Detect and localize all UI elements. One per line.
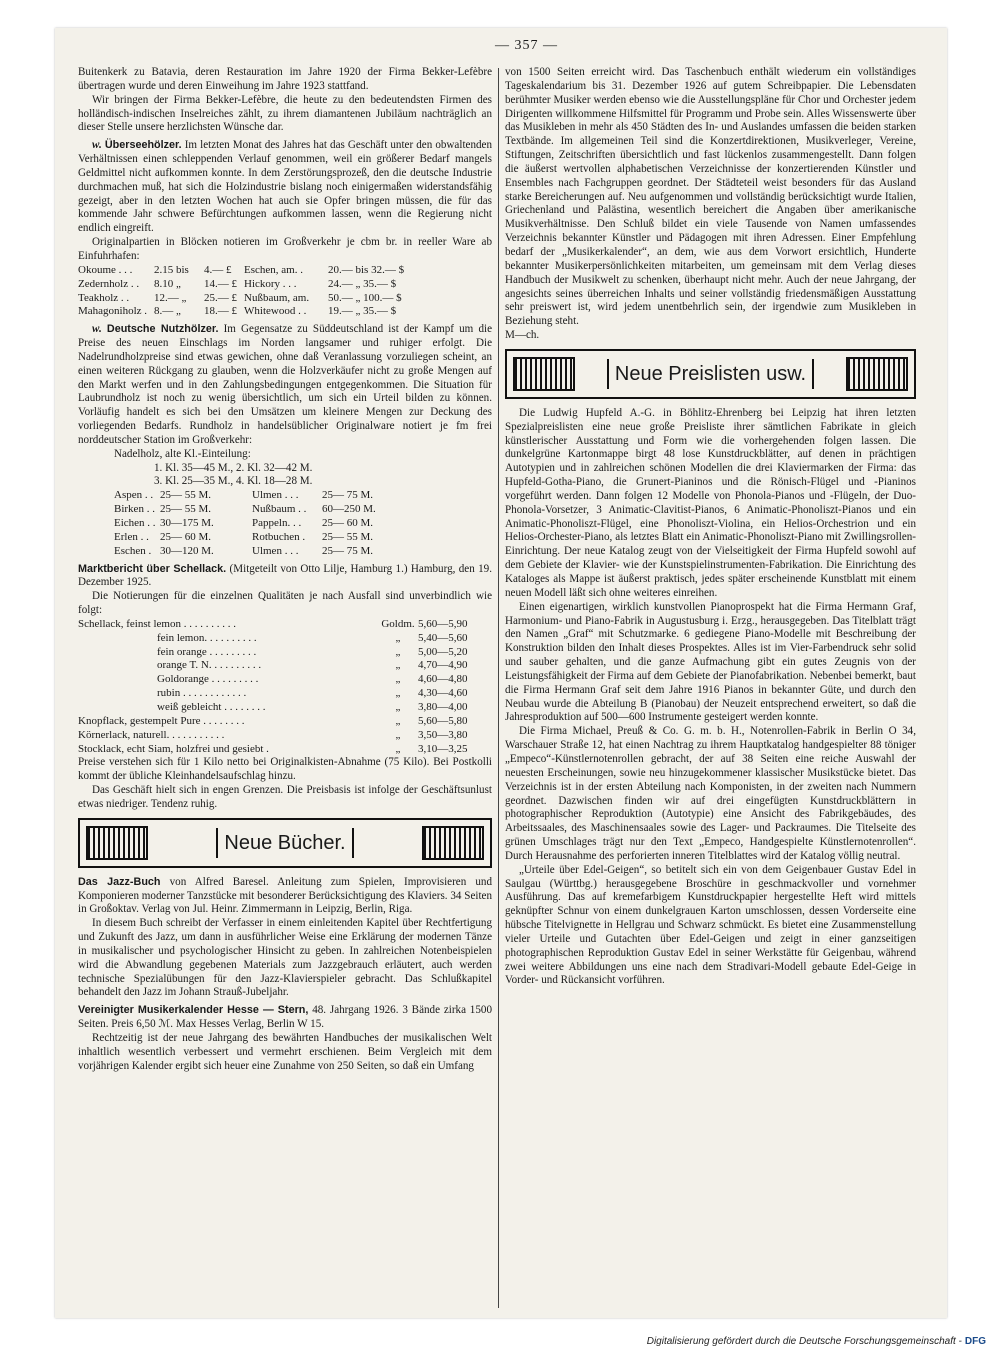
table-row: Knopflack, gestempelt Pure . . . . . . . . „ 5,60—5,80 xyxy=(78,714,468,727)
left-column xyxy=(78,66,492,1074)
author-mark: w. xyxy=(92,323,102,336)
scanned-page xyxy=(55,28,947,1318)
timber-price-table xyxy=(78,264,492,319)
ornament-icon xyxy=(846,357,908,391)
paragraph: Die Notierungen für die einzelnen Qualitäten je nach Ausfall sind unverbindlich wie folgt: xyxy=(78,590,492,617)
paragraph: Die Ludwig Hupfeld A.-G. in Böhlitz-Ehrenberg bei Leipzig hat ihren letzten Spezialpreislisten eine neue große Preisliste ihrer sämtlichen Fabrikate in gleich künstlerischer Ausstattung und Form wie die vorhergehenden folgen lassen. Die dunkelgrüne Kartonmappe birgt 48 lose Kunstdruckblätter, auf denen in prächtigen Autotypien und in zahlreichen schönen Modellen die drei Klaviermarken der Firma: das Hupfeld-Gotha-Piano, die Grunert-Pianinos und die Rönisch-Flügel und -Pianinos vorgeführt werden. Dann folgen 12 Modelle von Phonola-Pianos und -Flügeln, der Duo-Phonola-Vorsetzer, 3 Animatic-Clavitist-Pianos, 6 Animatic-Phonoliszt-Pianos und ein Animatic-Phonoliszt-Flügel, eine Phonoliszt-Violina, ein Helios-Orchestrion und ein Helios-Orchester-Piano, als letztes Blatt ein Animatic-Phonoliszt-Piano mit Zwillingsrollen-Einrichtung. Der neue Katalog zeugt von der Vielseitigkeit der Firma Hupfeld sowohl auf dem Gebiete der Klavier- wie der Kunstspielinstrumenten-Fabrikation. Die Einrichtung des Kataloges als Mappe ist äußerst praktisch, jedes später erscheinende Kunstblatt mit einem neuen Modell läßt sich ohne weiteres einreihen. xyxy=(505,406,916,599)
nadelholz-row: 3. Kl. 25—35 M., 4. Kl. 18—28 M. xyxy=(154,475,313,488)
paragraph: Buitenkerk zu Batavia, deren Restauration im Jahre 1920 der Firma Bekker-Lefèbre übertragen wurde und deren Einweihung im Jahre 1923 stattfand. xyxy=(78,66,492,92)
section-ueberseehoelzer xyxy=(78,139,492,236)
paragraph: Preise verstehen sich für 1 Kilo netto bei Originalkisten-Abnahme (75 Kilo). Bei Postkolli kommt der übliche Kleinhandelsaufschlag hinzu. xyxy=(78,756,492,783)
ornament-icon xyxy=(422,826,484,860)
footer-text: Digitalisierung gefördert durch die Deutsche Forschungsgemeinschaft - xyxy=(646,1336,962,1347)
paragraph: Das Geschäft hielt sich in engen Grenzen. Die Preisbasis ist infolge der Geschäftsunlust etwas niedriger. Tendenz ruhig. xyxy=(78,784,492,810)
nadelholz-heading: Nadelholz, alte Kl.-Einteilung: xyxy=(114,447,251,460)
signature: M—ch. xyxy=(505,329,540,342)
table-row: orange T. N. . . . . . . . . . „ 4,70—4,90 xyxy=(157,659,468,672)
paragraph: Die Firma Michael, Preuß & Co. G. m. b. H., Notenrollen-Fabrik in Berlin O 34, Warschauer Straße 12, hat einen Nachtrag zu ihrem Hauptkatalog handgespielter 88 töniger „Empeco“-Künstlernotenrollen gebracht, der auf 38 Seiten eine reiche Auswahl der neuesten Erscheinungen, sowie neu hinzugekommener klassischer Musikstücke bietet. Das Verzeichnis ist in der ersten Abteilung nach Komponisten, in der zweiten nach Nummern geordnet. Dazwischen finden wir auf drei eingefügten Kunstdruckblättern in photographischer Reproduktion (Autotypie) eine Ansicht des Fabrikgebäudes, des Arbeitssaales, des Maschinensaales sowie des Lager- und Packraumes. Die Titelseite des grünen Umschlages trägt nur den Text „Empeco, Handgespielte Künstlernotenrollen“. Durch Herausnahme des perforierten inneren Titelblattes wird der Katalog völlig neutral. xyxy=(505,725,916,862)
table-row: Körnerlack, naturell. . . . . . . . . . . „ 3,50—3,80 xyxy=(78,728,468,741)
paragraph: „Urteile über Edel-Geigen“, so betitelt sich ein von dem Geigenbauer Gustav Edel in Saulgau (Württbg.) herausgegebene Broschüre in geschmackvoller und vornehmer Ausführung. Das auf kremefarbigem Kunstdruckpapier hergestellte Heft wird mittels geknüpfter Schnur von einem dunkelgrauen Karton umschlossen, dessen Vorderseite eine hübsche Titelvignette in Hellgrau und Schwarz schmückt. Es bietet eine Zusammenstellung vieler Urteile und Gutachten über Edel-Geigen und zeigt in einer ganzseitigen photographischen Reproduktion Gustav Edel in seiner Werkstätte für Geigenbau, während zwei weitere Abbildungen uns eine nach dem Stradivari-Modell gebaute Edel-Geige in Vorder- und Rückansicht vorführen. xyxy=(505,863,916,987)
right-column xyxy=(505,66,916,988)
banner-title: Neue Preislisten usw. xyxy=(607,359,814,389)
section-deutsche-nutzhoelzer xyxy=(78,323,492,448)
section-schellack xyxy=(78,563,492,591)
table-row: Erlen . . 25— 60 M. Rotbuchen . 25— 55 M. xyxy=(114,530,374,543)
book-details: von Alfred Baresel. Anleitung zum Spielen, Improvisieren und Komponieren moderner Tanzstücke mit besonderer Berücksichtigung des Klaviers. 34 Seiten in Großoktav. Verlag von Jul. Heinr. Zimmermann in Leipzig, Berlin, Riga. xyxy=(78,875,492,916)
paragraph: Originalpartien in Blöcken notieren im Großverkehr je cbm br. in reeller Ware ab Einfuhrhafen: xyxy=(78,236,492,262)
section-text: Im letzten Monat des Jahres hat das Geschäft unter den obwaltenden Verhältnissen einen schleppenden Verlauf genommen, weil ein größerer Bedarf mangels Geldmittel nicht aufkommen konnte. In dem Zerstörungsprozeß, den die deutsche Industrie durchmachen muß, hat sich die Holzindustrie bislang noch einigermaßen widerstandsfähig gezeigt, aber in den letzten Wochen hat auch sie Opfer bringen müssen, die für das kommende Jahr schwere Befürchtungen aufkommen lassen, wenn die Regierung nicht endlich eingreift. xyxy=(78,139,493,235)
table-row: Birken . . 25— 55 M. Nußbaum . . 60—250 M. xyxy=(114,503,376,516)
table-row: Zedernholz . . 8.10 „ 14.— £ Hickory . . . 24.— „ 35.— $ xyxy=(78,277,397,290)
shellac-price-table xyxy=(78,618,492,756)
banner-title: Neue Bücher. xyxy=(216,828,353,858)
section-heading: Deutsche Nutzhölzer. xyxy=(106,323,219,336)
author-mark: w. xyxy=(92,139,102,152)
table-row: rubin . . . . . . . . . . . . „ 4,30—4,60 xyxy=(157,687,468,700)
table-row: Schellack, feinst lemon . . . . . . . . . . Goldm. 5,60—5,90 xyxy=(78,617,468,630)
paragraph: Einen eigenartigen, wirklich kunstvollen Pianoprospekt hat die Firma Hermann Graf, Harmonium- und Piano-Fabrik in Augustusburg i. Erzg., herausgegeben. Das Titelblatt trägt den Namen „Graf“ mit Schutzmarke. 6 gediegene Piano-Modelle mit Beschreibung der Konstruktion bilden den Inhalt dieses Prospektes. Alles ist im Vier-Farbendruck sehr solid und sauber gehalten, und die ganze Aufmachung gibt ein gutes Zeugnis von der Leistungsfähigkeit der Firma auf dem Gebiete der Pianofabrikation. Nebenbei bemerkt, baut die Firma Hermann Graf seit dem Jahre 1916 Pianos in bekannter Güte, und durch den Neubau wurde die Abteilung B (Pianobau) der Neuzeit entsprechend erweitert, so daß die Jahresproduktion auf 500—600 Instrumente gesteigert werden konnte. xyxy=(505,600,916,724)
digitization-footer xyxy=(647,1336,986,1347)
section-heading: Überseehölzer. xyxy=(104,139,182,152)
paragraph: In diesem Buch schreibt der Verfasser in einem einleitenden Kapitel über Rechtfertigung und Zukunft des Jazz, um dann in ausführlicher Weise eine Erklärung der modernen Tänze in musikalischer und psychologischer Hinsicht zu geben. In zahlreichen Notenbeispielen wird die Abwandlung gegebenen Materials zum Jazzgebrauch erläutert, auch werden technische Spezialübungen für den Jazz-Klavierspieler gebracht. Das Schlußkapitel behandelt den Jazz im Johann Strauß-Jubeljahr. xyxy=(78,917,492,999)
ornament-icon xyxy=(513,357,575,391)
table-row: Eichen . . 30—175 M. Pappeln. . . 25— 60 M. xyxy=(114,517,374,529)
table-row: Aspen . . 25— 55 M. Ulmen . . . 25— 75 M. xyxy=(114,489,374,502)
table-row: fein lemon. . . . . . . . . . „ 5,40—5,60 xyxy=(157,631,468,644)
book-review-kalender xyxy=(78,1004,492,1032)
book-review-jazz xyxy=(78,876,492,918)
laubholz-table xyxy=(78,489,492,558)
column-divider xyxy=(498,68,499,1308)
ornament-icon xyxy=(86,826,148,860)
banner-neue-buecher xyxy=(78,818,492,868)
section-text: Im Gegensatze zu Süddeutschland ist der Kampf um die Preise des neuen Einschlags im Norden langsamer und ruhiger erfolgt. Die Nadelrundholzpreise sind etwas gewichen, ohne daß Veranlassung vorzuliegen scheint, an einen weiteren Rückgang zu glauben, wenn die Holzverkäufer nicht zu große Mengen auf den Markt werfen und in den Zahlungsbedingungen entgegenkommen. Die Situation für Laubrundholz ist noch zu wenig übersichtlich, um sich ein Urteil bilden zu können. Vorläufig handelt es sich bei den Umsätzen um kleinere Mengen zur Deckung des vorliegenden Bedarfs. Rundholz in handelsüblicher Originalware notiert je fm frei norddeutscher Station im Großverkehr: xyxy=(78,323,492,446)
book-title: Das Jazz-Buch xyxy=(78,875,161,888)
table-row: fein orange . . . . . . . . . „ 5,00—5,20 xyxy=(157,645,468,658)
table-row: Mahagoniholz . 8.— „ 18.— £ Whitewood . . 19.— „ 35.— $ xyxy=(78,305,397,318)
paragraph: Rechtzeitig ist der neue Jahrgang des bewährten Handbuches der musikalischen Welt inhaltlich wesentlich verbessert und vermehrt erschienen. Beim Vergleich mit dem vorjährigen Kalender ergibt sich heuer eine Zunahme von 250 Seiten, so daß ein Umfang xyxy=(78,1032,492,1072)
dfg-logo-icon: DFG xyxy=(964,1336,986,1347)
table-row: weiß gebleicht . . . . . . . . „ 3,80—4,00 xyxy=(157,700,468,713)
table-row: Okoume . . . 2.15 bis 4.— £ Eschen, am. . 20.— bis 32.— $ xyxy=(78,263,405,276)
section-text: (Mitgeteilt von Otto Lilje, Hamburg 1.) Hamburg, den 19. Dezember 1925. xyxy=(78,562,492,589)
table-row: Eschen . 30—120 M. Ulmen . . . 25— 75 M. xyxy=(114,544,374,557)
table-row: Goldorange . . . . . . . . . „ 4,60—4,80 xyxy=(157,673,468,686)
section-heading: Marktbericht über Schellack. xyxy=(78,562,227,575)
table-row: Teakholz . . 12.— „ 25.— £ Nußbaum, am. 50.— „ 100.— $ xyxy=(78,291,402,304)
nadelholz-row: 1. Kl. 35—45 M., 2. Kl. 32—42 M. xyxy=(154,461,313,474)
banner-neue-preislisten xyxy=(505,349,916,399)
paragraph: Wir bringen der Firma Bekker-Lefèbre, die heute zu den bedeutendsten Firmen des holländisch-indischen Inselreiches zählt, zu ihrem diamantenen Jubiläum nachträglich an dieser Stelle unsere herzlichsten Wünsche dar. xyxy=(78,93,492,134)
page-number: — 357 — xyxy=(495,38,558,53)
book-title: Vereinigter Musikerkalender Hesse — Stern, xyxy=(78,1004,309,1017)
paragraph: von 1500 Seiten erreicht wird. Das Taschenbuch enthält wiederum ein vollständiges Tageskalendarium bis 31. Dezember 1926 auf gutem Schreibpapier. Die Lebensdaten berühmter Musiker werden ebenso wie die Ausstellungspläne für Chor und Orchester jedem Dirigenten willkommene Hilfsmittel für Programm und Probe sein. Alles Wissenswerte über das Musikleben in mehr als 450 Städten des In- und Auslandes umfassen die beiden starken Textbände. Im allgemeinen Teil sind die Konzertdirektionen, Musikverleger, Vereine, Stiftungen, Zeitschriften übersichtlich und fast lückenlos zusammengestellt. Dann folgen die äußerst wertvollen alphabetischen Verzeichnisse der konzertierenden Künstler und Ensembles nach Fachgruppen geordnet. Der Städteteil weist besonders für das Ausland starke Bereicherungen auf. Neu aufgenommen und vollständig berücksichtigt wurde Italien, Griechenland und Palästina, wesentlich bereichert die Angaben über amerikanische Musikverhältnisse. Den Schluß bildet ein viele Tausende von Namen umfassendes Verzeichnis bekannter Künstler und Pädagogen mit ihren Adressen. Einer Empfehlung bedarf der „Musikerkalender“, an dem, wie aus dem Vorwort ersichtlich, Hunderte bekannter Musikerpersönlichkeiten mitarbeiten, um gemeinsam mit dem Verlag dieses Handbuch der Musikwelt zu schenken, überhaupt nicht mehr. Auch der neue Jahrgang, der angesichts seines überreichen Inhalts und seiner vollständig friedensmäßigen Ausstattung sehr preiswert ist, wird jedem unentbehrlich sein, der irgendwie zum Musikleben in Beziehung steht. xyxy=(505,66,916,328)
table-row: Stocklack, echt Siam, holzfrei und gesiebt . „ 3,10—3,25 xyxy=(78,742,468,755)
book-details: 48. Jahrgang 1926. 3 Bände zirka 1500 Seiten. Preis 6,50 ℳ. Max Hesses Verlag, Berlin W 15. xyxy=(78,1004,492,1031)
